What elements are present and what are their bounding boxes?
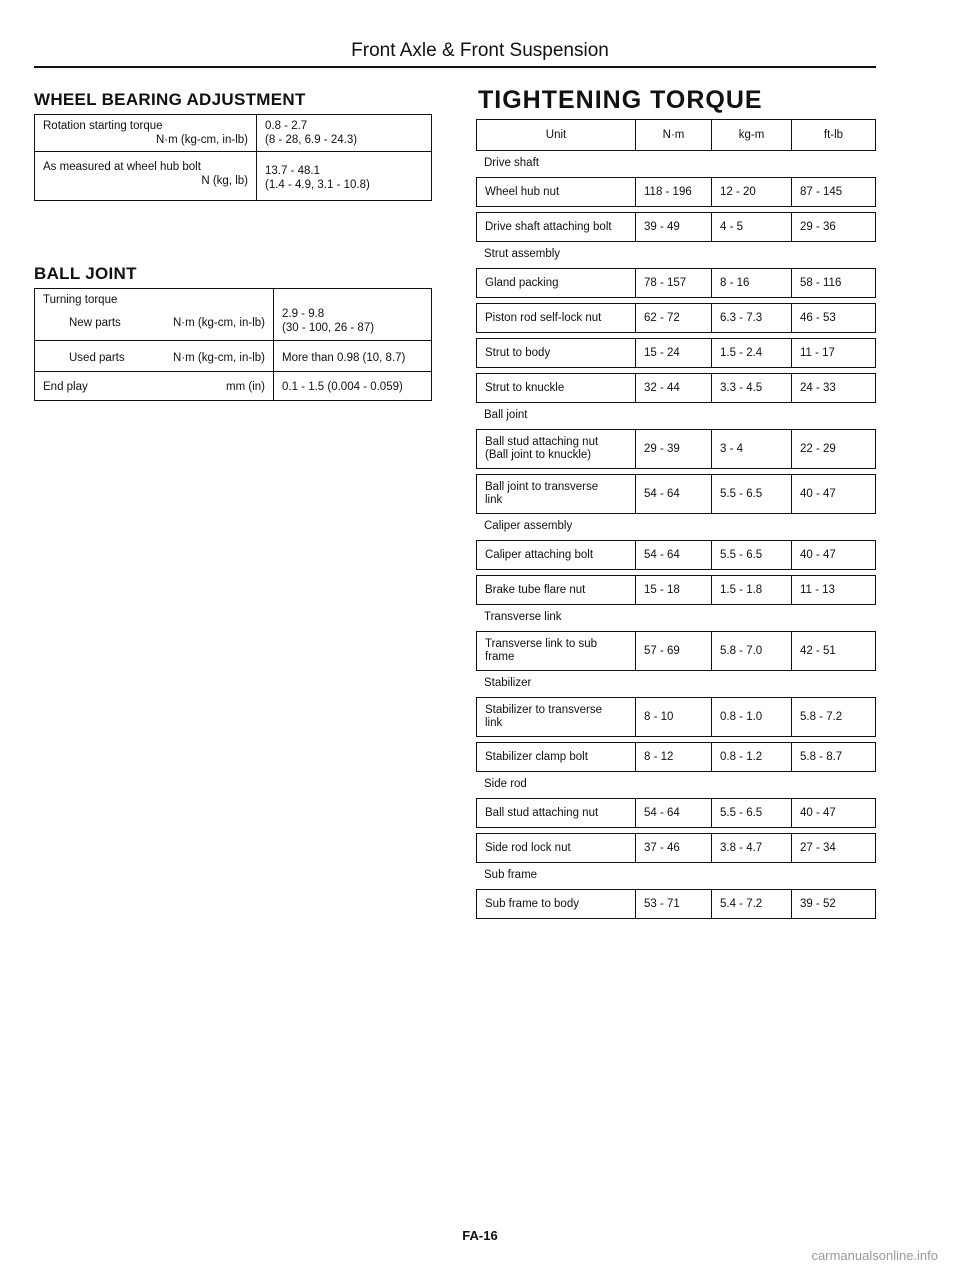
- spec-label-line: Turning torque: [43, 294, 118, 306]
- torque-nm: 8 - 12: [635, 743, 711, 771]
- torque-kgm: 4 - 5: [711, 213, 791, 241]
- torque-item: [477, 698, 635, 736]
- torque-item: [477, 339, 635, 367]
- torque-ftlb: 39 - 52: [791, 890, 875, 918]
- spec-value: More than 0.98 (10, 8.7): [274, 341, 432, 372]
- torque-ftlb: 24 - 33: [791, 374, 875, 402]
- torque-nm: 57 - 69: [635, 632, 711, 670]
- torque-item-line: Piston rod self-lock nut: [485, 311, 602, 324]
- torque-nm: 78 - 157: [635, 269, 711, 297]
- torque-ftlb: 40 - 47: [791, 541, 875, 569]
- table-row: [476, 833, 876, 863]
- torque-nm: 29 - 39: [635, 430, 711, 468]
- torque-item: [477, 304, 635, 332]
- group-label: Sub frame: [484, 869, 538, 881]
- torque-kgm: 3 - 4: [711, 430, 791, 468]
- torque-ftlb: 87 - 145: [791, 178, 875, 206]
- unit-header-cell: kg-m: [711, 120, 791, 150]
- group-label: Caliper assembly: [484, 520, 573, 532]
- torque-ftlb: 5.8 - 7.2: [791, 698, 875, 736]
- table-row: [476, 742, 876, 772]
- table-row: [35, 341, 432, 372]
- spec-value: 0.1 - 1.5 (0.004 - 0.059): [274, 372, 432, 401]
- table-row: [476, 429, 876, 469]
- torque-ftlb: 11 - 13: [791, 576, 875, 604]
- torque-item-line: Transverse link to sub: [485, 638, 598, 650]
- torque-item-line: Stabilizer clamp bolt: [485, 750, 588, 763]
- table-row: [476, 268, 876, 298]
- group-label: Transverse link: [484, 611, 562, 623]
- table-row: [476, 631, 876, 671]
- torque-nm: 8 - 10: [635, 698, 711, 736]
- torque-item-line: Ball stud attaching nut: [485, 436, 599, 448]
- torque-item: [477, 799, 635, 827]
- tightening-torque-table: [476, 119, 876, 924]
- table-row: [35, 152, 432, 201]
- table-row: [476, 303, 876, 333]
- table-row: [476, 177, 876, 207]
- torque-ftlb: 27 - 34: [791, 834, 875, 862]
- torque-kgm: 3.8 - 4.7: [711, 834, 791, 862]
- torque-nm: 54 - 64: [635, 541, 711, 569]
- torque-item-line: Stabilizer to transverse: [485, 704, 602, 716]
- torque-item-line: Caliper attaching bolt: [485, 548, 594, 561]
- table-row: [35, 372, 432, 401]
- torque-nm: 118 - 196: [635, 178, 711, 206]
- torque-item-line: Ball stud attaching nut: [485, 806, 599, 819]
- spec-label-line: As measured at wheel hub bolt: [43, 161, 201, 173]
- torque-nm: 15 - 18: [635, 576, 711, 604]
- spec-value-line: 13.7 - 48.1: [265, 165, 320, 177]
- torque-item: [477, 374, 635, 402]
- spec-unit: mm (in): [226, 381, 265, 393]
- spec-value-line: (30 - 100, 26 - 87): [282, 322, 375, 334]
- torque-kgm: 5.4 - 7.2: [711, 890, 791, 918]
- torque-nm: 39 - 49: [635, 213, 711, 241]
- spec-label: [35, 372, 274, 401]
- spec-unit: N·m (kg-cm, in-lb): [173, 352, 265, 364]
- unit-header-cell: Unit: [545, 128, 567, 141]
- spec-label-line: Rotation starting torque: [43, 120, 163, 132]
- torque-kgm: 12 - 20: [711, 178, 791, 206]
- torque-nm: 54 - 64: [635, 799, 711, 827]
- torque-kgm: 5.5 - 6.5: [711, 475, 791, 513]
- torque-item: [477, 743, 635, 771]
- group-label: Ball joint: [484, 409, 528, 421]
- torque-item: [477, 890, 635, 918]
- torque-kgm: 0.8 - 1.2: [711, 743, 791, 771]
- torque-kgm: 5.5 - 6.5: [711, 799, 791, 827]
- torque-kgm: 8 - 16: [711, 269, 791, 297]
- torque-ftlb: 42 - 51: [791, 632, 875, 670]
- torque-kgm: 6.3 - 7.3: [711, 304, 791, 332]
- torque-ftlb: 11 - 17: [791, 339, 875, 367]
- table-row: [476, 798, 876, 828]
- torque-ftlb: 40 - 47: [791, 475, 875, 513]
- torque-item: [477, 834, 635, 862]
- end-play-label: End play: [43, 381, 88, 393]
- group-label: Side rod: [484, 778, 527, 790]
- spec-value: [274, 289, 432, 341]
- torque-item-line: Side rod lock nut: [485, 841, 571, 854]
- torque-nm: 54 - 64: [635, 475, 711, 513]
- page-number: FA-16: [462, 1228, 498, 1243]
- torque-item: [477, 632, 635, 670]
- torque-item-line: Drive shaft attaching bolt: [485, 220, 612, 233]
- table-row: [476, 373, 876, 403]
- torque-item-line: Sub frame to body: [485, 897, 579, 910]
- torque-ftlb: 22 - 29: [791, 430, 875, 468]
- spec-unit: N·m (kg-cm, in-lb): [156, 134, 248, 146]
- torque-ftlb: 46 - 53: [791, 304, 875, 332]
- torque-item: [477, 269, 635, 297]
- unit-header-row: [476, 119, 876, 151]
- ball-joint-table: [34, 288, 432, 401]
- tightening-torque-title: TIGHTENING TORQUE: [478, 86, 763, 114]
- spec-label: [35, 152, 257, 201]
- spec-label: [35, 341, 274, 372]
- torque-item-line: Strut to body: [485, 346, 551, 359]
- torque-kgm: 0.8 - 1.0: [711, 698, 791, 736]
- table-row: [476, 575, 876, 605]
- torque-kgm: 1.5 - 1.8: [711, 576, 791, 604]
- torque-item-line: frame: [485, 651, 515, 663]
- torque-kgm: 5.5 - 6.5: [711, 541, 791, 569]
- torque-item: [477, 213, 635, 241]
- torque-item-line: link: [485, 494, 503, 506]
- unit-header-cell: ft-lb: [791, 120, 875, 150]
- page-header-title: Front Axle & Front Suspension: [351, 40, 609, 61]
- table-row: [476, 889, 876, 919]
- torque-item-line: Wheel hub nut: [485, 185, 560, 198]
- torque-item: [477, 430, 635, 468]
- torque-ftlb: 40 - 47: [791, 799, 875, 827]
- wheel-bearing-title: WHEEL BEARING ADJUSTMENT: [34, 90, 306, 109]
- torque-item-line: Gland packing: [485, 276, 559, 289]
- table-row: [476, 697, 876, 737]
- torque-item-line: (Ball joint to knuckle): [485, 449, 592, 461]
- spec-value: [257, 115, 432, 152]
- spec-label: [35, 289, 274, 341]
- torque-item-line: Strut to knuckle: [485, 381, 565, 394]
- group-label: Strut assembly: [484, 248, 561, 260]
- torque-item-line: Ball joint to transverse: [485, 481, 599, 493]
- used-parts-label: Used parts: [69, 352, 125, 364]
- torque-item: [477, 576, 635, 604]
- spec-value-line: 2.9 - 9.8: [282, 308, 325, 320]
- unit-header-cell: N·m: [635, 120, 711, 150]
- torque-ftlb: 5.8 - 8.7: [791, 743, 875, 771]
- torque-nm: 32 - 44: [635, 374, 711, 402]
- torque-item: [477, 178, 635, 206]
- torque-nm: 37 - 46: [635, 834, 711, 862]
- table-row: [476, 540, 876, 570]
- table-row: [35, 115, 432, 152]
- table-row: [476, 338, 876, 368]
- wheel-bearing-table: [34, 114, 432, 201]
- spec-value-line: (1.4 - 4.9, 3.1 - 10.8): [265, 179, 370, 191]
- header-rule: [34, 66, 876, 68]
- new-parts-label: New parts: [69, 317, 121, 329]
- torque-nm: 15 - 24: [635, 339, 711, 367]
- torque-item-line: link: [485, 717, 503, 729]
- torque-kgm: 5.8 - 7.0: [711, 632, 791, 670]
- torque-item-line: Brake tube flare nut: [485, 583, 586, 596]
- table-row: [35, 289, 432, 341]
- torque-item: [477, 475, 635, 513]
- group-label: Drive shaft: [484, 157, 539, 169]
- table-row: [476, 474, 876, 514]
- watermark: carmanualsonline.info: [811, 1248, 938, 1263]
- torque-item: [477, 541, 635, 569]
- group-label: Stabilizer: [484, 677, 532, 689]
- spec-label: [35, 115, 257, 152]
- table-row: [476, 212, 876, 242]
- torque-ftlb: 29 - 36: [791, 213, 875, 241]
- spec-unit: N·m (kg-cm, in-lb): [173, 317, 265, 329]
- torque-ftlb: 58 - 116: [791, 269, 875, 297]
- torque-nm: 53 - 71: [635, 890, 711, 918]
- spec-value: [257, 152, 432, 201]
- torque-kgm: 1.5 - 2.4: [711, 339, 791, 367]
- torque-nm: 62 - 72: [635, 304, 711, 332]
- spec-unit: N (kg, lb): [201, 175, 248, 187]
- torque-kgm: 3.3 - 4.5: [711, 374, 791, 402]
- ball-joint-title: BALL JOINT: [34, 264, 137, 283]
- spec-value-line: (8 - 28, 6.9 - 24.3): [265, 134, 358, 146]
- spec-value-line: 0.8 - 2.7: [265, 120, 308, 132]
